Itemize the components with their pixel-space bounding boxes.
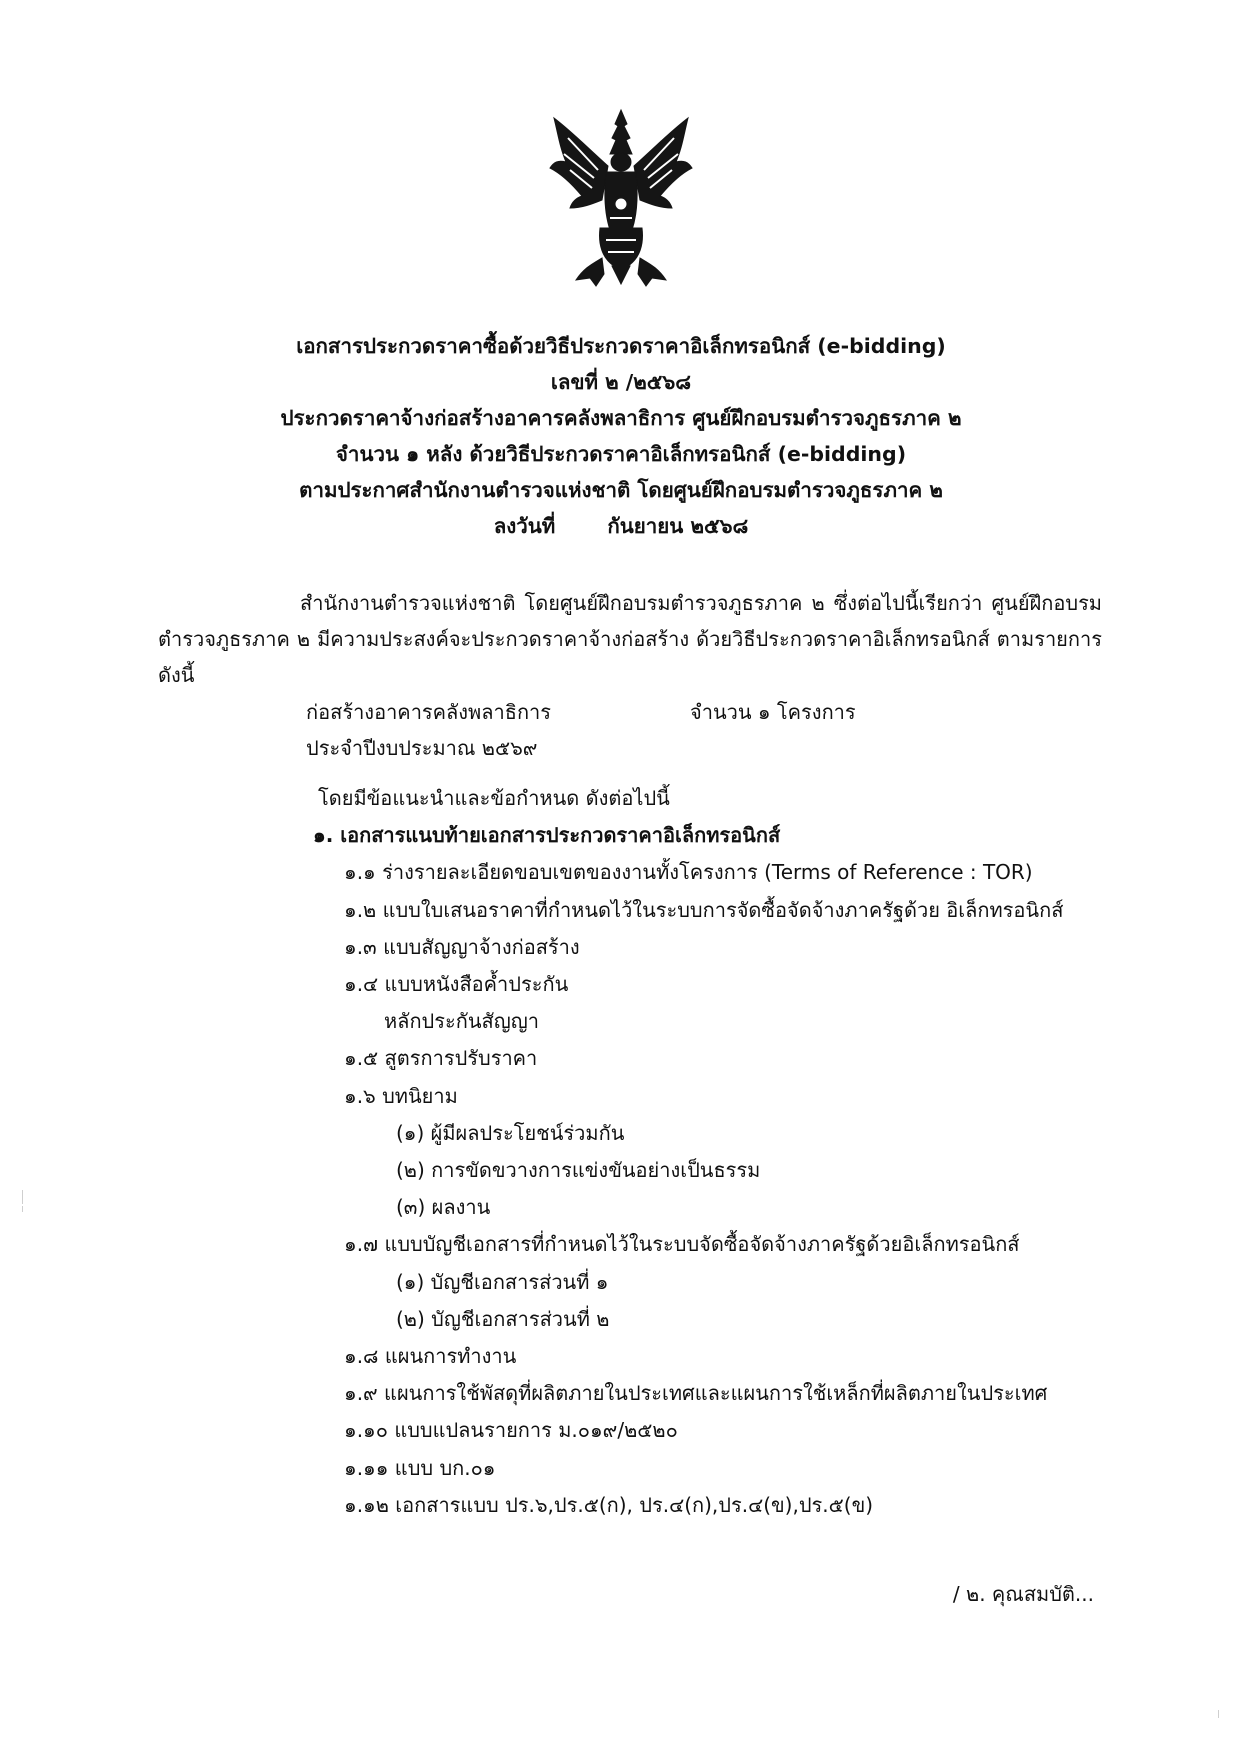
list-item: (๑) บัญชีเอกสารส่วนที่ ๑: [396, 1269, 609, 1294]
list-item: ๑.๔ แบบหนังสือค้ำประกัน: [344, 972, 569, 997]
list-item: (๒) บัญชีเอกสารส่วนที่ ๒: [396, 1306, 610, 1331]
intro-paragraph: สำนักงานตำรวจแห่งชาติ โดยศูนย์ฝึกอบรมตำรวจภูธรภาค ๒ ซึ่งต่อไปนี้เรียกว่า ศูนย์ฝึกอบรมตำรวจภูธรภาค ๒ มีความประสงค์จะประกวดราคาจ้างก่อสร้าง ด้วยวิธีประกวดราคาอิเล็กทรอนิกส์ ตามรายการดังนี้: [158, 591, 1102, 687]
list-item: (๑) ผู้มีผลประโยชน์ร่วมกัน: [396, 1120, 625, 1145]
list-item: ๑.๑๐ แบบแปลนรายการ ม.๐๑๙/๒๕๒๐: [344, 1418, 678, 1443]
header-date: [120, 508, 1122, 544]
list-item: ๑.๙ แผนการใช้พัสดุที่ผลิตภายในประเทศและแผนการใช้เหล็กที่ผลิตภายในประเทศ: [344, 1381, 1048, 1406]
document-header: [120, 328, 1122, 544]
header-subject: ประกวดราคาจ้างก่อสร้างอาคารคลังพลาธิการ ศูนย์ฝึกอบรมตำรวจภูธรภาค ๒: [280, 406, 962, 430]
header-document-number: เลขที่ ๒ /๒๕๖๘: [550, 370, 692, 394]
list-item: ๑.๕ สูตรการปรับราคา: [344, 1046, 538, 1071]
list-item: (๓) ผลงาน: [396, 1195, 491, 1220]
procurement-item-name: ก่อสร้างอาคารคลังพลาธิการ: [306, 700, 552, 724]
next-page-reference: / ๒. คุณสมบัติ...: [952, 1582, 1094, 1606]
list-item: ๑.๑๑ แบบ บก.๐๑: [344, 1455, 496, 1480]
procurement-item-row: [306, 694, 856, 730]
header-date-label: ลงวันที่: [493, 514, 556, 538]
list-item: ๑.๒ แบบใบเสนอราคาที่กำหนดไว้ในระบบการจัดซื้อจัดจ้างภาครัฐด้วย อิเล็กทรอนิกส์: [344, 897, 1064, 922]
procurement-item-table: [306, 694, 856, 766]
list-item: ๑.๘ แผนการทำงาน: [344, 1344, 517, 1369]
header-title: เอกสารประกวดราคาซื้อด้วยวิธีประกวดราคาอิเล็กทรอนิกส์ (e-bidding): [296, 334, 946, 358]
scan-edge-mark: [1218, 1710, 1219, 1718]
list-item: (๒) การขัดขวางการแข่งขันอย่างเป็นธรรม: [396, 1158, 761, 1183]
list-item: ๑.๓ แบบสัญญาจ้างก่อสร้าง: [344, 934, 580, 959]
scan-edge-mark: [22, 1206, 23, 1212]
list-item: หลักประกันสัญญา: [384, 1009, 540, 1034]
list-item: ๑.๑๒ เอกสารแบบ ปร.๖,ปร.๕(ก), ปร.๔(ก),ปร.๔(ข),ปร.๕(ข): [344, 1492, 874, 1517]
garuda-emblem-icon: [548, 108, 694, 288]
procurement-fiscal-year: ประจำปีงบประมาณ ๒๕๖๙: [306, 736, 538, 760]
section-1-block: [313, 780, 1064, 1524]
procurement-item-quantity: จำนวน ๑ โครงการ: [690, 700, 856, 724]
list-item: ๑.๑ ร่างรายละเอียดขอบเขตของงานทั้งโครงการ (Terms of Reference : TOR): [344, 860, 1033, 885]
section-1-title: ๑. เอกสารแนบท้ายเอกสารประกวดราคาอิเล็กทรอนิกส์: [313, 823, 781, 848]
header-announcement: ตามประกาศสำนักงานตำรวจแห่งชาติ โดยศูนย์ฝึกอบรมตำรวจภูธรภาค ๒: [299, 478, 943, 502]
list-item: ๑.๗ แบบบัญชีเอกสารที่กำหนดไว้ในระบบจัดซื้อจัดจ้างภาครัฐด้วยอิเล็กทรอนิกส์: [344, 1232, 1020, 1257]
guidance-text: โดยมีข้อแนะนำและข้อกำหนด ดังต่อไปนี้: [318, 786, 670, 810]
list-item: ๑.๖ บทนิยาม: [344, 1083, 458, 1108]
header-date-value: กันยายน ๒๕๖๘: [607, 514, 749, 538]
intro-section: [158, 585, 1102, 693]
header-quantity-method: จำนวน ๑ หลัง ด้วยวิธีประกวดราคาอิเล็กทรอนิกส์ (e-bidding): [335, 442, 907, 466]
scan-edge-mark: [22, 1190, 23, 1204]
